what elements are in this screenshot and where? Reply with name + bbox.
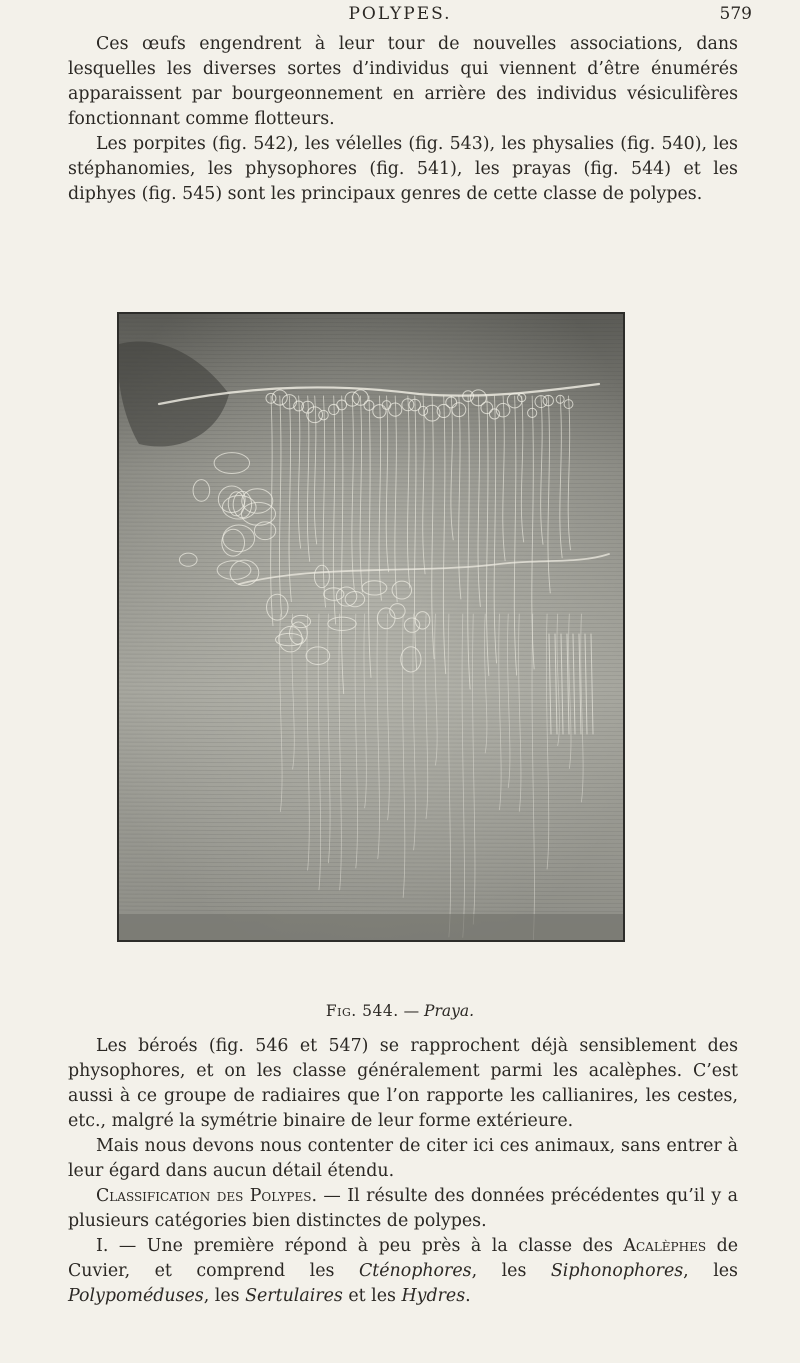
- classification-heading: Classification des Polypes.: [96, 1186, 317, 1206]
- term-sertulaires: Sertulaires: [245, 1286, 343, 1306]
- separator-2: , les: [683, 1261, 738, 1281]
- term-polypomeduses: Polypoméduses: [68, 1286, 204, 1306]
- text-block-top: [68, 32, 738, 207]
- figure-caption: [0, 1002, 800, 1020]
- final-period: .: [465, 1286, 471, 1306]
- paragraph-first-category: [68, 1234, 738, 1309]
- paragraph-genera: Les porpites (fig. 542), les vélelles (fig. 543), les physalies (fig. 540), les stéphanomies, les physophores (fig. 541), les prayas (fig. 544) et les diphyes (fig. 545) sont les principaux genres de cette classe de polypes.: [68, 134, 738, 204]
- first-category-mid: de Cuvier, et comprend les: [68, 1236, 738, 1281]
- praya-illustration: [117, 312, 625, 942]
- figure-label: Fig. 544.: [325, 1002, 399, 1020]
- caption-separator: —: [398, 1002, 425, 1020]
- running-header: [0, 4, 800, 30]
- term-ctenophores: Cténophores: [358, 1261, 472, 1281]
- term-hydres: Hydres: [401, 1286, 466, 1306]
- paragraph-citation: Mais nous devons nous contenter de citer ici ces animaux, sans entrer à leur égard dans aucun détail étendu.: [68, 1136, 738, 1181]
- classification-text: — Il résulte des données précédentes qu’il y a plusieurs catégories bien distinctes de polypes.: [68, 1186, 738, 1231]
- paragraph-beroes: Les béroés (fig. 546 et 547) se rapprochent déjà sensiblement des physophores, et on les classe généralement parmi les acalèphes. C’est aussi à ce groupe de radiaires que l’on rapporte les callianires, les cestes, etc., malgré la symétrie binaire de leur forme extérieure.: [68, 1036, 738, 1131]
- separator-4: et les: [342, 1286, 402, 1306]
- page-number: 579: [719, 4, 752, 24]
- text-block-bottom: [68, 1034, 738, 1309]
- separator-1: , les: [471, 1261, 551, 1281]
- first-category-lead: I. — Une première répond à peu près à la classe des: [96, 1236, 624, 1256]
- figure-name: Praya.: [424, 1002, 475, 1020]
- paragraph-classification: [68, 1184, 738, 1234]
- paragraph-eggs: Ces œufs engendrent à leur tour de nouvelles associations, dans lesquelles les diverses sortes d’individus qui viennent d’être énumérés apparaissent par bourgeonnement en arrière des individus vésiculifères fonctionnant comme flotteurs.: [68, 34, 738, 129]
- separator-3: , les: [203, 1286, 246, 1306]
- term-acalephes: Acalèphes: [623, 1236, 707, 1256]
- header-title: POLYPES.: [348, 4, 452, 24]
- praya-engraving: [119, 314, 623, 940]
- term-siphonophores: Siphonophores: [550, 1261, 684, 1281]
